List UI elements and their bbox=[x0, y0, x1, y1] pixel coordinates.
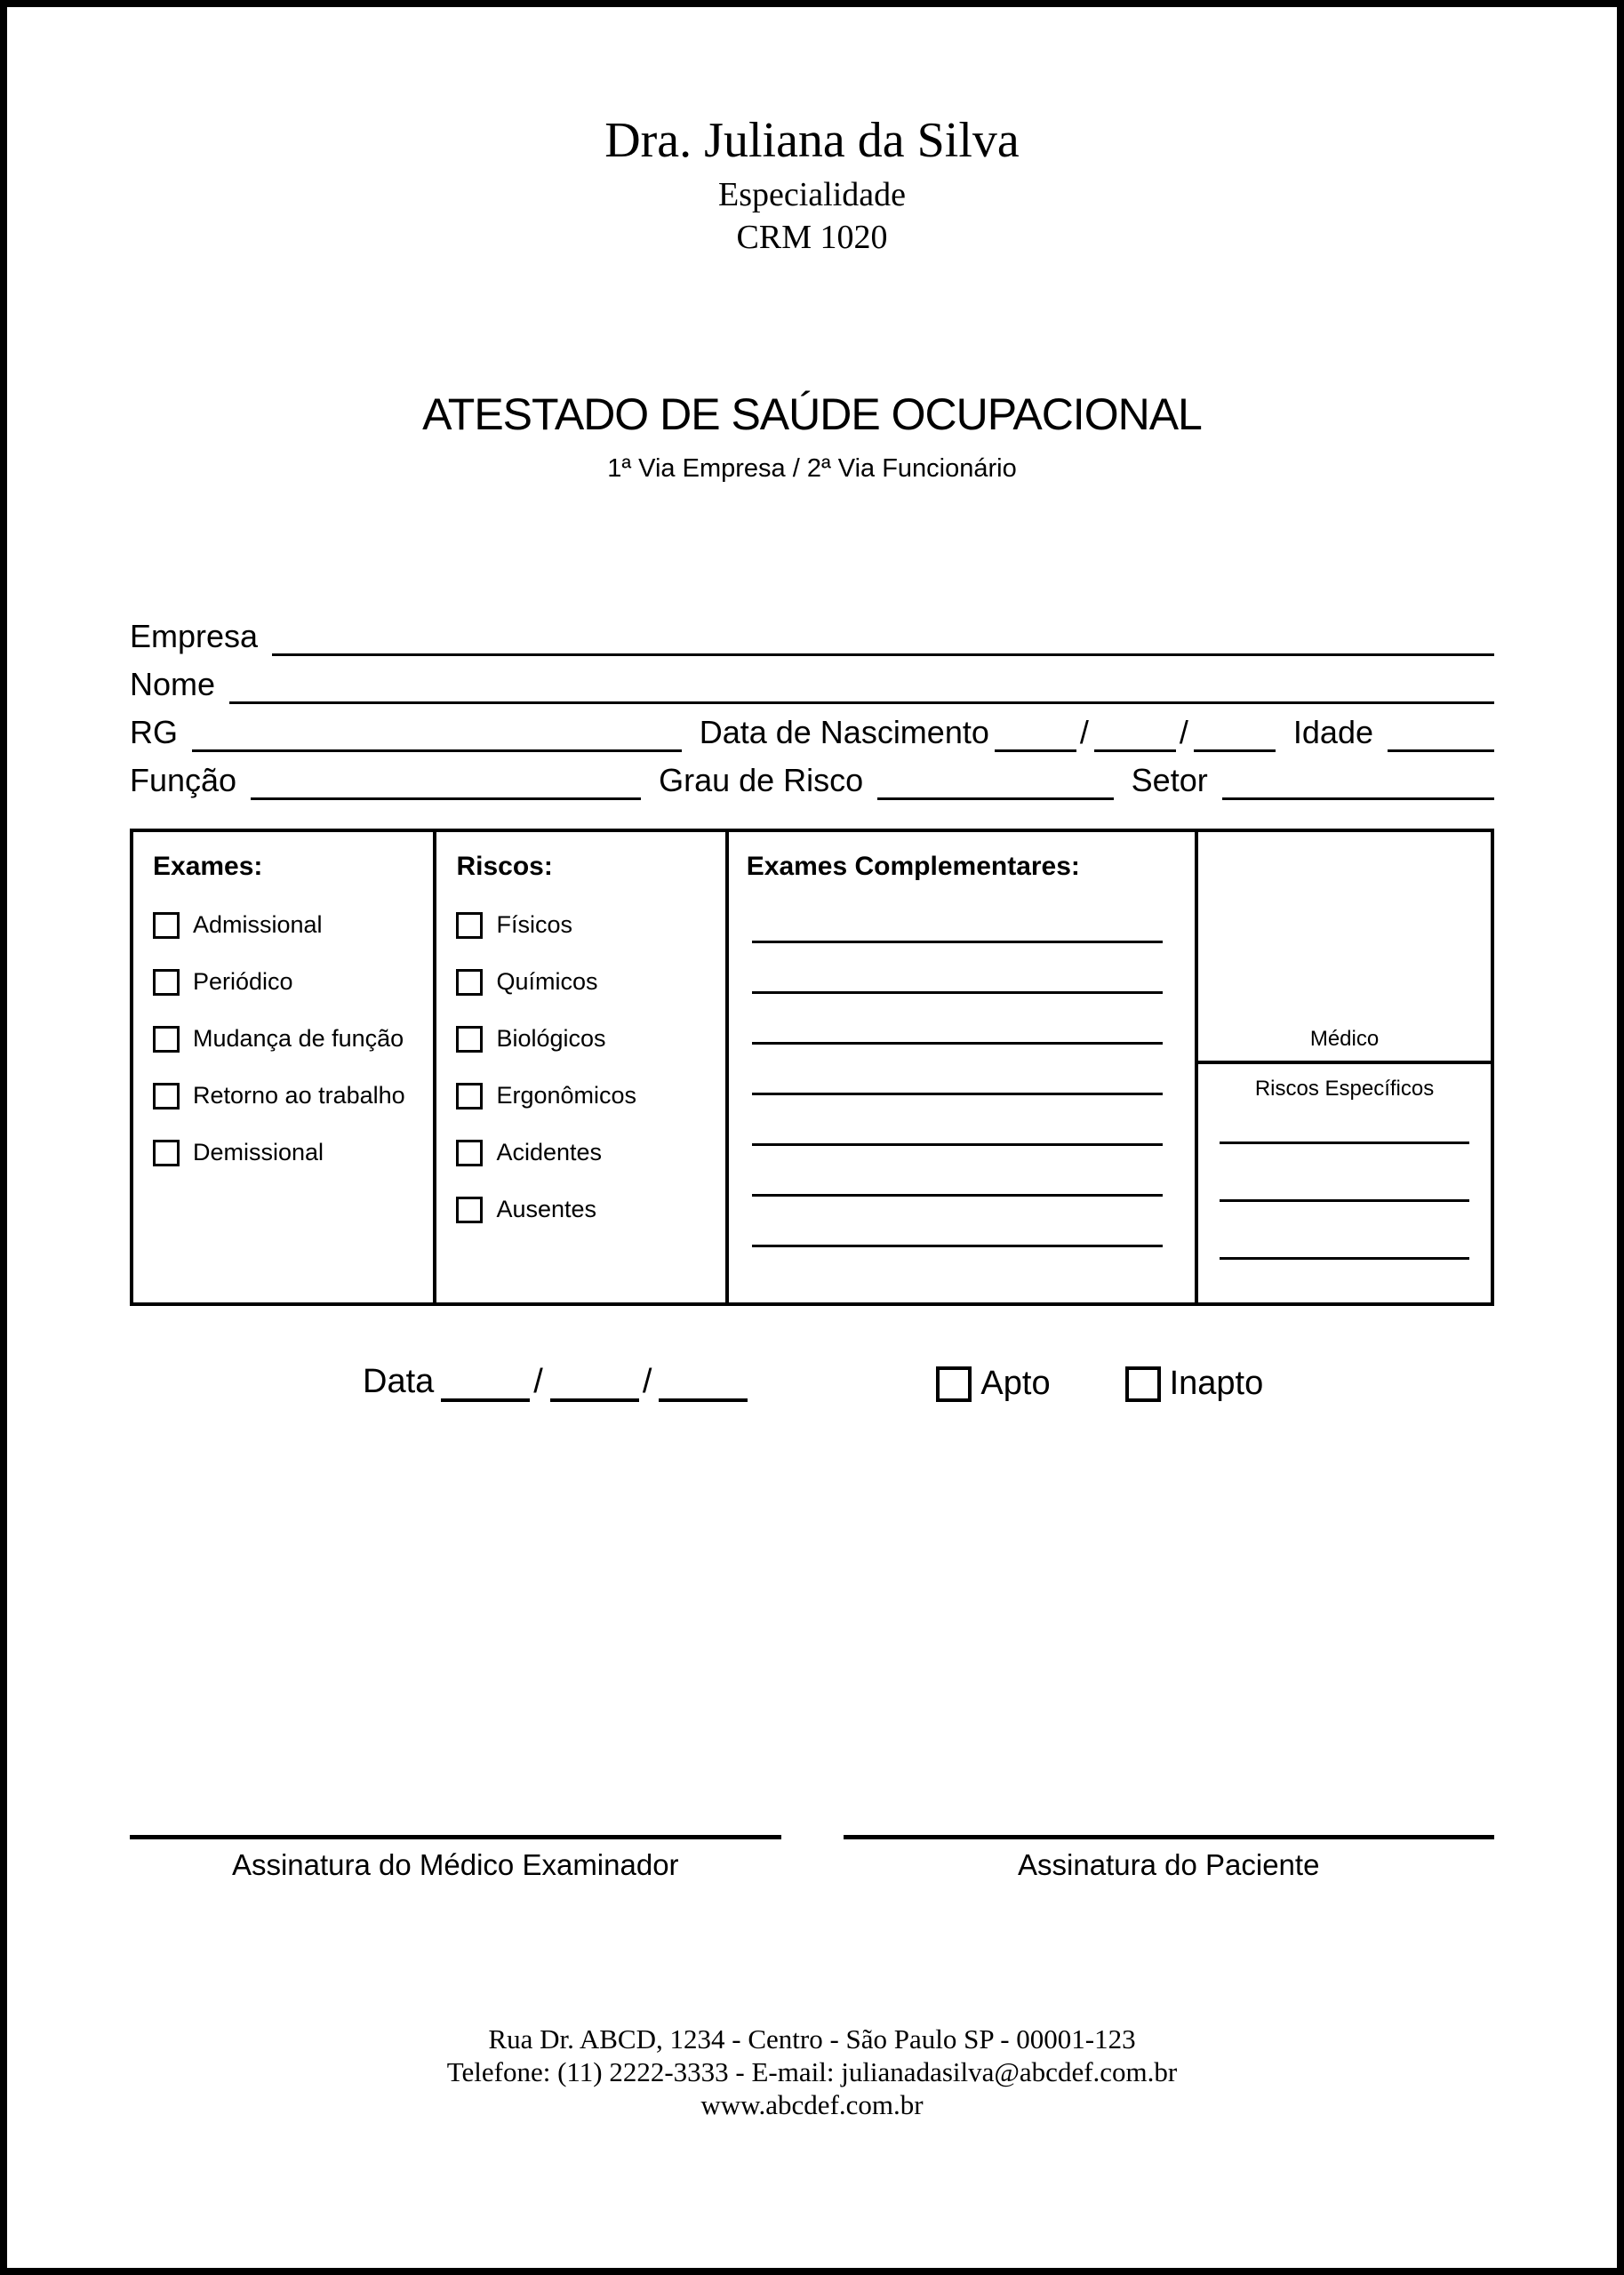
data-day-line[interactable] bbox=[441, 1391, 530, 1402]
checkbox-quimicos[interactable] bbox=[456, 969, 483, 996]
nascimento-day-line[interactable] bbox=[995, 741, 1076, 752]
checkbox-fisicos[interactable] bbox=[456, 912, 483, 939]
complementares-input-line[interactable] bbox=[752, 1093, 1163, 1095]
date-separator: / bbox=[533, 1363, 543, 1401]
date-separator: / bbox=[1079, 714, 1089, 751]
inapto-label: Inapto bbox=[1169, 1365, 1264, 1403]
rg-label: RG bbox=[130, 714, 178, 751]
field-row-rg bbox=[130, 704, 1494, 752]
checkbox-label: Periódico bbox=[193, 968, 293, 996]
checkbox-label: Retorno ao trabalho bbox=[193, 1082, 405, 1109]
data-year-line[interactable] bbox=[659, 1391, 748, 1402]
empresa-label: Empresa bbox=[130, 618, 259, 655]
list-item bbox=[153, 1082, 433, 1109]
grau-risco-input-line[interactable] bbox=[877, 789, 1113, 800]
medico-cell bbox=[1198, 832, 1491, 1064]
idade-input-line[interactable] bbox=[1388, 741, 1494, 752]
checkbox-apto[interactable] bbox=[936, 1366, 972, 1402]
medico-column bbox=[1195, 832, 1491, 1302]
funcao-input-line[interactable] bbox=[251, 789, 641, 800]
signature-paciente-line[interactable] bbox=[844, 1835, 1495, 1882]
apto-label: Apto bbox=[980, 1365, 1051, 1403]
signature-medico-line[interactable] bbox=[130, 1835, 781, 1882]
field-row-empresa bbox=[130, 608, 1494, 656]
nascimento-label: Data de Nascimento bbox=[699, 714, 989, 751]
complementares-input-line[interactable] bbox=[752, 941, 1163, 943]
date-separator: / bbox=[642, 1363, 652, 1401]
exames-header: Exames: bbox=[153, 852, 263, 882]
nome-label: Nome bbox=[130, 666, 216, 703]
list-item bbox=[456, 1196, 724, 1223]
exames-column bbox=[133, 832, 433, 1302]
field-row-nome bbox=[130, 656, 1494, 704]
date-separator: / bbox=[1179, 714, 1188, 751]
result-row bbox=[130, 1365, 1494, 1402]
field-row-funcao bbox=[130, 752, 1494, 800]
funcao-label: Função bbox=[130, 762, 237, 799]
empresa-input-line[interactable] bbox=[272, 645, 1494, 656]
idade-label: Idade bbox=[1292, 714, 1373, 751]
rg-input-line[interactable] bbox=[192, 741, 682, 752]
complementares-input-line[interactable] bbox=[752, 991, 1163, 994]
form-subtitle: 1ª Via Empresa / 2ª Via Funcionário bbox=[607, 454, 1017, 484]
checkbox-mudanca-funcao[interactable] bbox=[153, 1026, 180, 1053]
apto-group bbox=[936, 1366, 1050, 1402]
riscos-especificos-input-line[interactable] bbox=[1220, 1257, 1469, 1260]
title-block bbox=[7, 389, 1617, 485]
checkbox-label: Demissional bbox=[193, 1139, 324, 1166]
checkbox-acidentes[interactable] bbox=[456, 1140, 483, 1166]
riscos-column bbox=[433, 832, 724, 1302]
checkbox-admissional[interactable] bbox=[153, 912, 180, 939]
list-item bbox=[153, 1139, 433, 1166]
checkbox-retorno-trabalho[interactable] bbox=[153, 1083, 180, 1109]
checkbox-label: Ausentes bbox=[496, 1196, 597, 1223]
checkbox-label: Ergonômicos bbox=[496, 1082, 637, 1109]
inapto-group bbox=[1125, 1366, 1264, 1402]
riscos-especificos-input-line[interactable] bbox=[1220, 1199, 1469, 1202]
complementares-input-line[interactable] bbox=[752, 1042, 1163, 1045]
doctor-name: Dra. Juliana da Silva bbox=[604, 113, 1020, 168]
list-item bbox=[153, 911, 433, 939]
list-item bbox=[153, 1025, 433, 1053]
complementares-input-line[interactable] bbox=[752, 1194, 1163, 1197]
identification-fields bbox=[130, 608, 1494, 800]
setor-input-line[interactable] bbox=[1222, 789, 1494, 800]
checkbox-ergonomicos[interactable] bbox=[456, 1083, 483, 1109]
footer-address: Rua Dr. ABCD, 1234 - Centro - São Paulo SP - 00001-123 bbox=[488, 2023, 1136, 2055]
checkbox-demissional[interactable] bbox=[153, 1140, 180, 1166]
riscos-especificos-cell bbox=[1198, 1064, 1491, 1302]
signature-medico-label: Assinatura do Médico Examinador bbox=[231, 1848, 679, 1882]
riscos-especificos-label: Riscos Específicos bbox=[1254, 1077, 1435, 1101]
checkbox-biologicos[interactable] bbox=[456, 1026, 483, 1053]
doctor-specialty: Especialidade bbox=[717, 176, 906, 214]
signatures-row bbox=[130, 1835, 1494, 1882]
nome-input-line[interactable] bbox=[229, 693, 1494, 704]
footer bbox=[7, 2023, 1617, 2121]
exames-complementares-column bbox=[725, 832, 1195, 1302]
footer-website: www.abcdef.com.br bbox=[700, 2089, 924, 2121]
checkbox-inapto[interactable] bbox=[1125, 1366, 1161, 1402]
data-month-line[interactable] bbox=[550, 1391, 639, 1402]
exames-complementares-header: Exames Complementares: bbox=[746, 852, 1080, 882]
checkbox-label: Biológicos bbox=[496, 1025, 606, 1053]
checkbox-label: Físicos bbox=[496, 911, 572, 939]
letterhead bbox=[7, 112, 1617, 258]
checkbox-ausentes[interactable] bbox=[456, 1197, 483, 1223]
setor-label: Setor bbox=[1131, 762, 1208, 799]
data-group bbox=[363, 1365, 748, 1402]
list-item bbox=[456, 1082, 724, 1109]
list-item bbox=[456, 911, 724, 939]
checkbox-label: Mudança de função bbox=[193, 1025, 404, 1053]
form-title: ATESTADO DE SAÚDE OCUPACIONAL bbox=[422, 389, 1202, 439]
medico-label: Médico bbox=[1309, 1027, 1380, 1052]
list-item bbox=[456, 968, 724, 996]
data-label: Data bbox=[363, 1363, 435, 1401]
riscos-especificos-input-line[interactable] bbox=[1220, 1142, 1469, 1144]
list-item bbox=[456, 1025, 724, 1053]
complementares-input-line[interactable] bbox=[752, 1143, 1163, 1146]
complementares-input-line[interactable] bbox=[752, 1245, 1163, 1247]
checkbox-periodico[interactable] bbox=[153, 969, 180, 996]
signature-paciente-label: Assinatura do Paciente bbox=[1018, 1848, 1320, 1882]
riscos-list bbox=[456, 911, 724, 1223]
footer-contact: Telefone: (11) 2222-3333 - E-mail: julianadasilva@abcdef.com.br bbox=[446, 2056, 1178, 2088]
list-item bbox=[153, 968, 433, 996]
nascimento-month-line[interactable] bbox=[1094, 741, 1176, 752]
list-item bbox=[456, 1139, 724, 1166]
grau-risco-label: Grau de Risco bbox=[659, 762, 864, 799]
doctor-crm: CRM 1020 bbox=[736, 219, 888, 257]
checkbox-label: Admissional bbox=[193, 911, 323, 939]
riscos-header: Riscos: bbox=[456, 852, 553, 882]
exams-risks-box bbox=[130, 829, 1494, 1306]
exames-list bbox=[153, 911, 433, 1166]
checkbox-label: Químicos bbox=[496, 968, 598, 996]
checkbox-label: Acidentes bbox=[496, 1139, 603, 1166]
nascimento-year-line[interactable] bbox=[1194, 741, 1276, 752]
